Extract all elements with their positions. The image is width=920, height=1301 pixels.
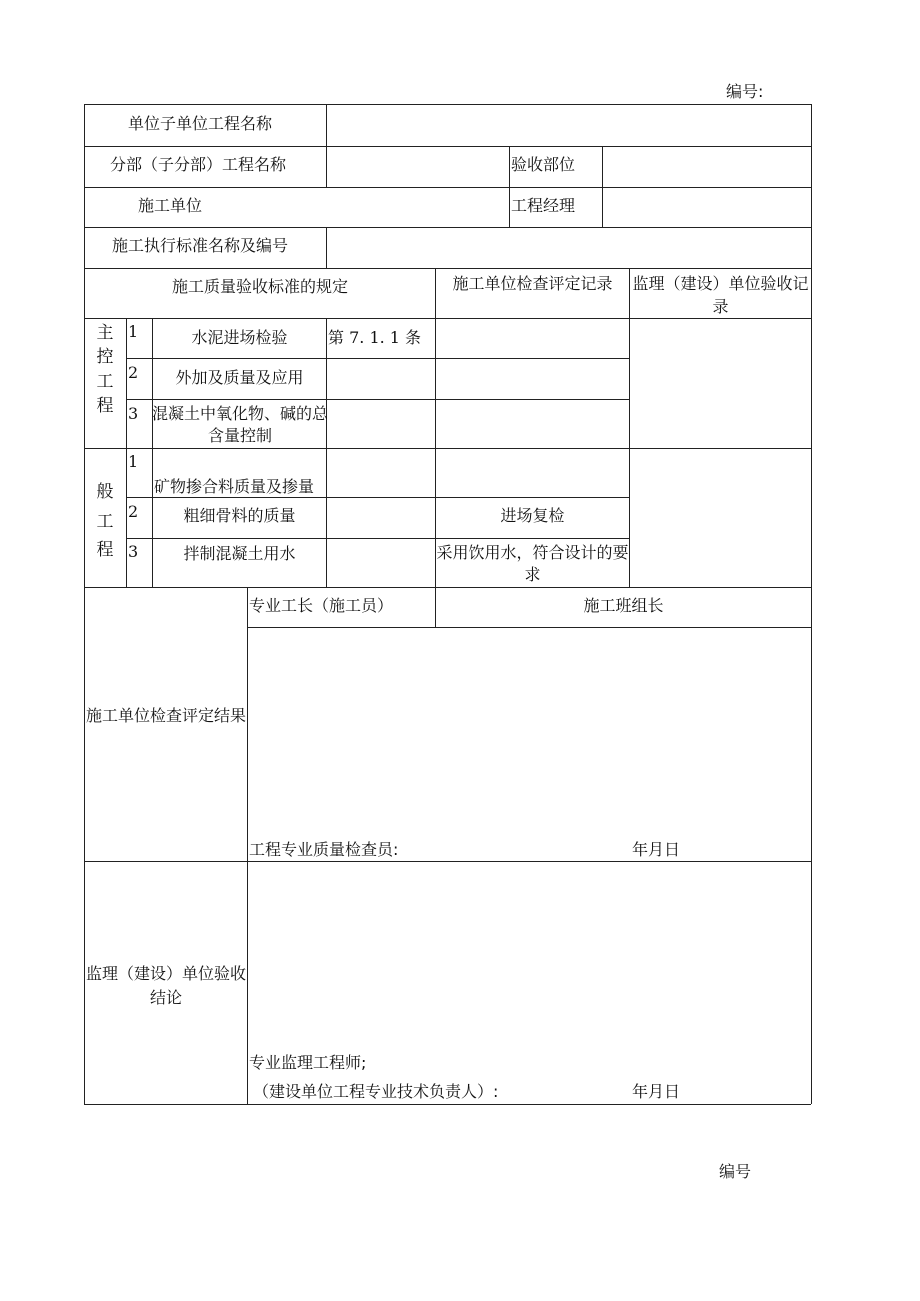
standard-name-field[interactable] bbox=[327, 228, 810, 267]
construction-result-field[interactable] bbox=[248, 628, 810, 834]
col-header-construction-record: 施工单位检查评定记录 bbox=[452, 274, 613, 293]
item-number: 3 bbox=[128, 404, 139, 423]
item-number: 1 bbox=[128, 452, 139, 471]
item-number: 3 bbox=[128, 542, 139, 561]
acceptance-part-field[interactable] bbox=[603, 147, 810, 186]
item-name: 外加及质量及应用 bbox=[175, 368, 304, 387]
supervision-conclusion-field[interactable] bbox=[248, 862, 810, 1048]
result-date-label: 年月日 bbox=[632, 840, 681, 859]
footer-number-label: 编号 bbox=[719, 1162, 752, 1181]
col-header-quality-standard: 施工质量验收标准的规定 bbox=[171, 277, 348, 296]
item-construction-record: 采用饮用水，符合设计的要求 bbox=[436, 543, 629, 584]
item-construction-record-field[interactable] bbox=[436, 319, 628, 357]
quality-inspector-label: 工程专业质量检查员: bbox=[249, 840, 399, 859]
main-control-supervision-record-field[interactable] bbox=[630, 319, 810, 447]
team-leader-label: 施工班组长 bbox=[583, 596, 664, 615]
unit-project-name-label: 单位子单位工程名称 bbox=[128, 114, 273, 133]
item-clause: 第 7. 1. 1 条 bbox=[328, 328, 422, 347]
item-number: 2 bbox=[128, 363, 139, 382]
foreman-label: 专业工长（施工员） bbox=[249, 596, 394, 615]
item-construction-record-field[interactable] bbox=[436, 359, 628, 398]
item-construction-record-field[interactable] bbox=[436, 400, 628, 447]
acceptance-part-label: 验收部位 bbox=[511, 155, 576, 174]
construction-unit-label: 施工单位 bbox=[138, 196, 203, 215]
document-number-label: 编号: bbox=[726, 82, 764, 101]
construction-unit-field[interactable] bbox=[200, 188, 508, 226]
item-construction-record: 进场复检 bbox=[500, 506, 565, 525]
conclusion-date-label: 年月日 bbox=[632, 1082, 681, 1101]
division-project-name-field[interactable] bbox=[327, 147, 508, 186]
standard-name-label: 施工执行标准名称及编号 bbox=[112, 236, 289, 255]
item-name: 粗细骨料的质量 bbox=[183, 506, 296, 525]
supervision-conclusion-label: 监理（建设）单位验收结论 bbox=[85, 964, 246, 1007]
unit-project-name-field[interactable] bbox=[327, 105, 810, 145]
supervision-engineer-label: 专业监理工程师; bbox=[249, 1053, 367, 1072]
item-name: 矿物掺合料质量及掺量 bbox=[154, 477, 315, 496]
item-name: 混凝土中氧化物、碱的总含量控制 bbox=[152, 404, 329, 445]
project-manager-label: 工程经理 bbox=[511, 196, 576, 215]
division-project-name-label: 分部（子分部）工程名称 bbox=[110, 155, 287, 174]
item-construction-record-field[interactable] bbox=[436, 449, 628, 496]
owner-representative-label: （建设单位工程专业技术负责人）: bbox=[253, 1082, 499, 1101]
item-name: 水泥进场检验 bbox=[191, 328, 288, 347]
item-number: 1 bbox=[128, 322, 139, 341]
construction-result-label: 施工单位检查评定结果 bbox=[85, 706, 246, 725]
project-manager-field[interactable] bbox=[603, 188, 810, 226]
item-name: 拌制混凝土用水 bbox=[183, 544, 296, 563]
item-number: 2 bbox=[128, 502, 139, 521]
col-header-supervision-record: 监理（建设）单位验收记录 bbox=[632, 274, 809, 316]
general-supervision-record-field[interactable] bbox=[630, 449, 810, 586]
